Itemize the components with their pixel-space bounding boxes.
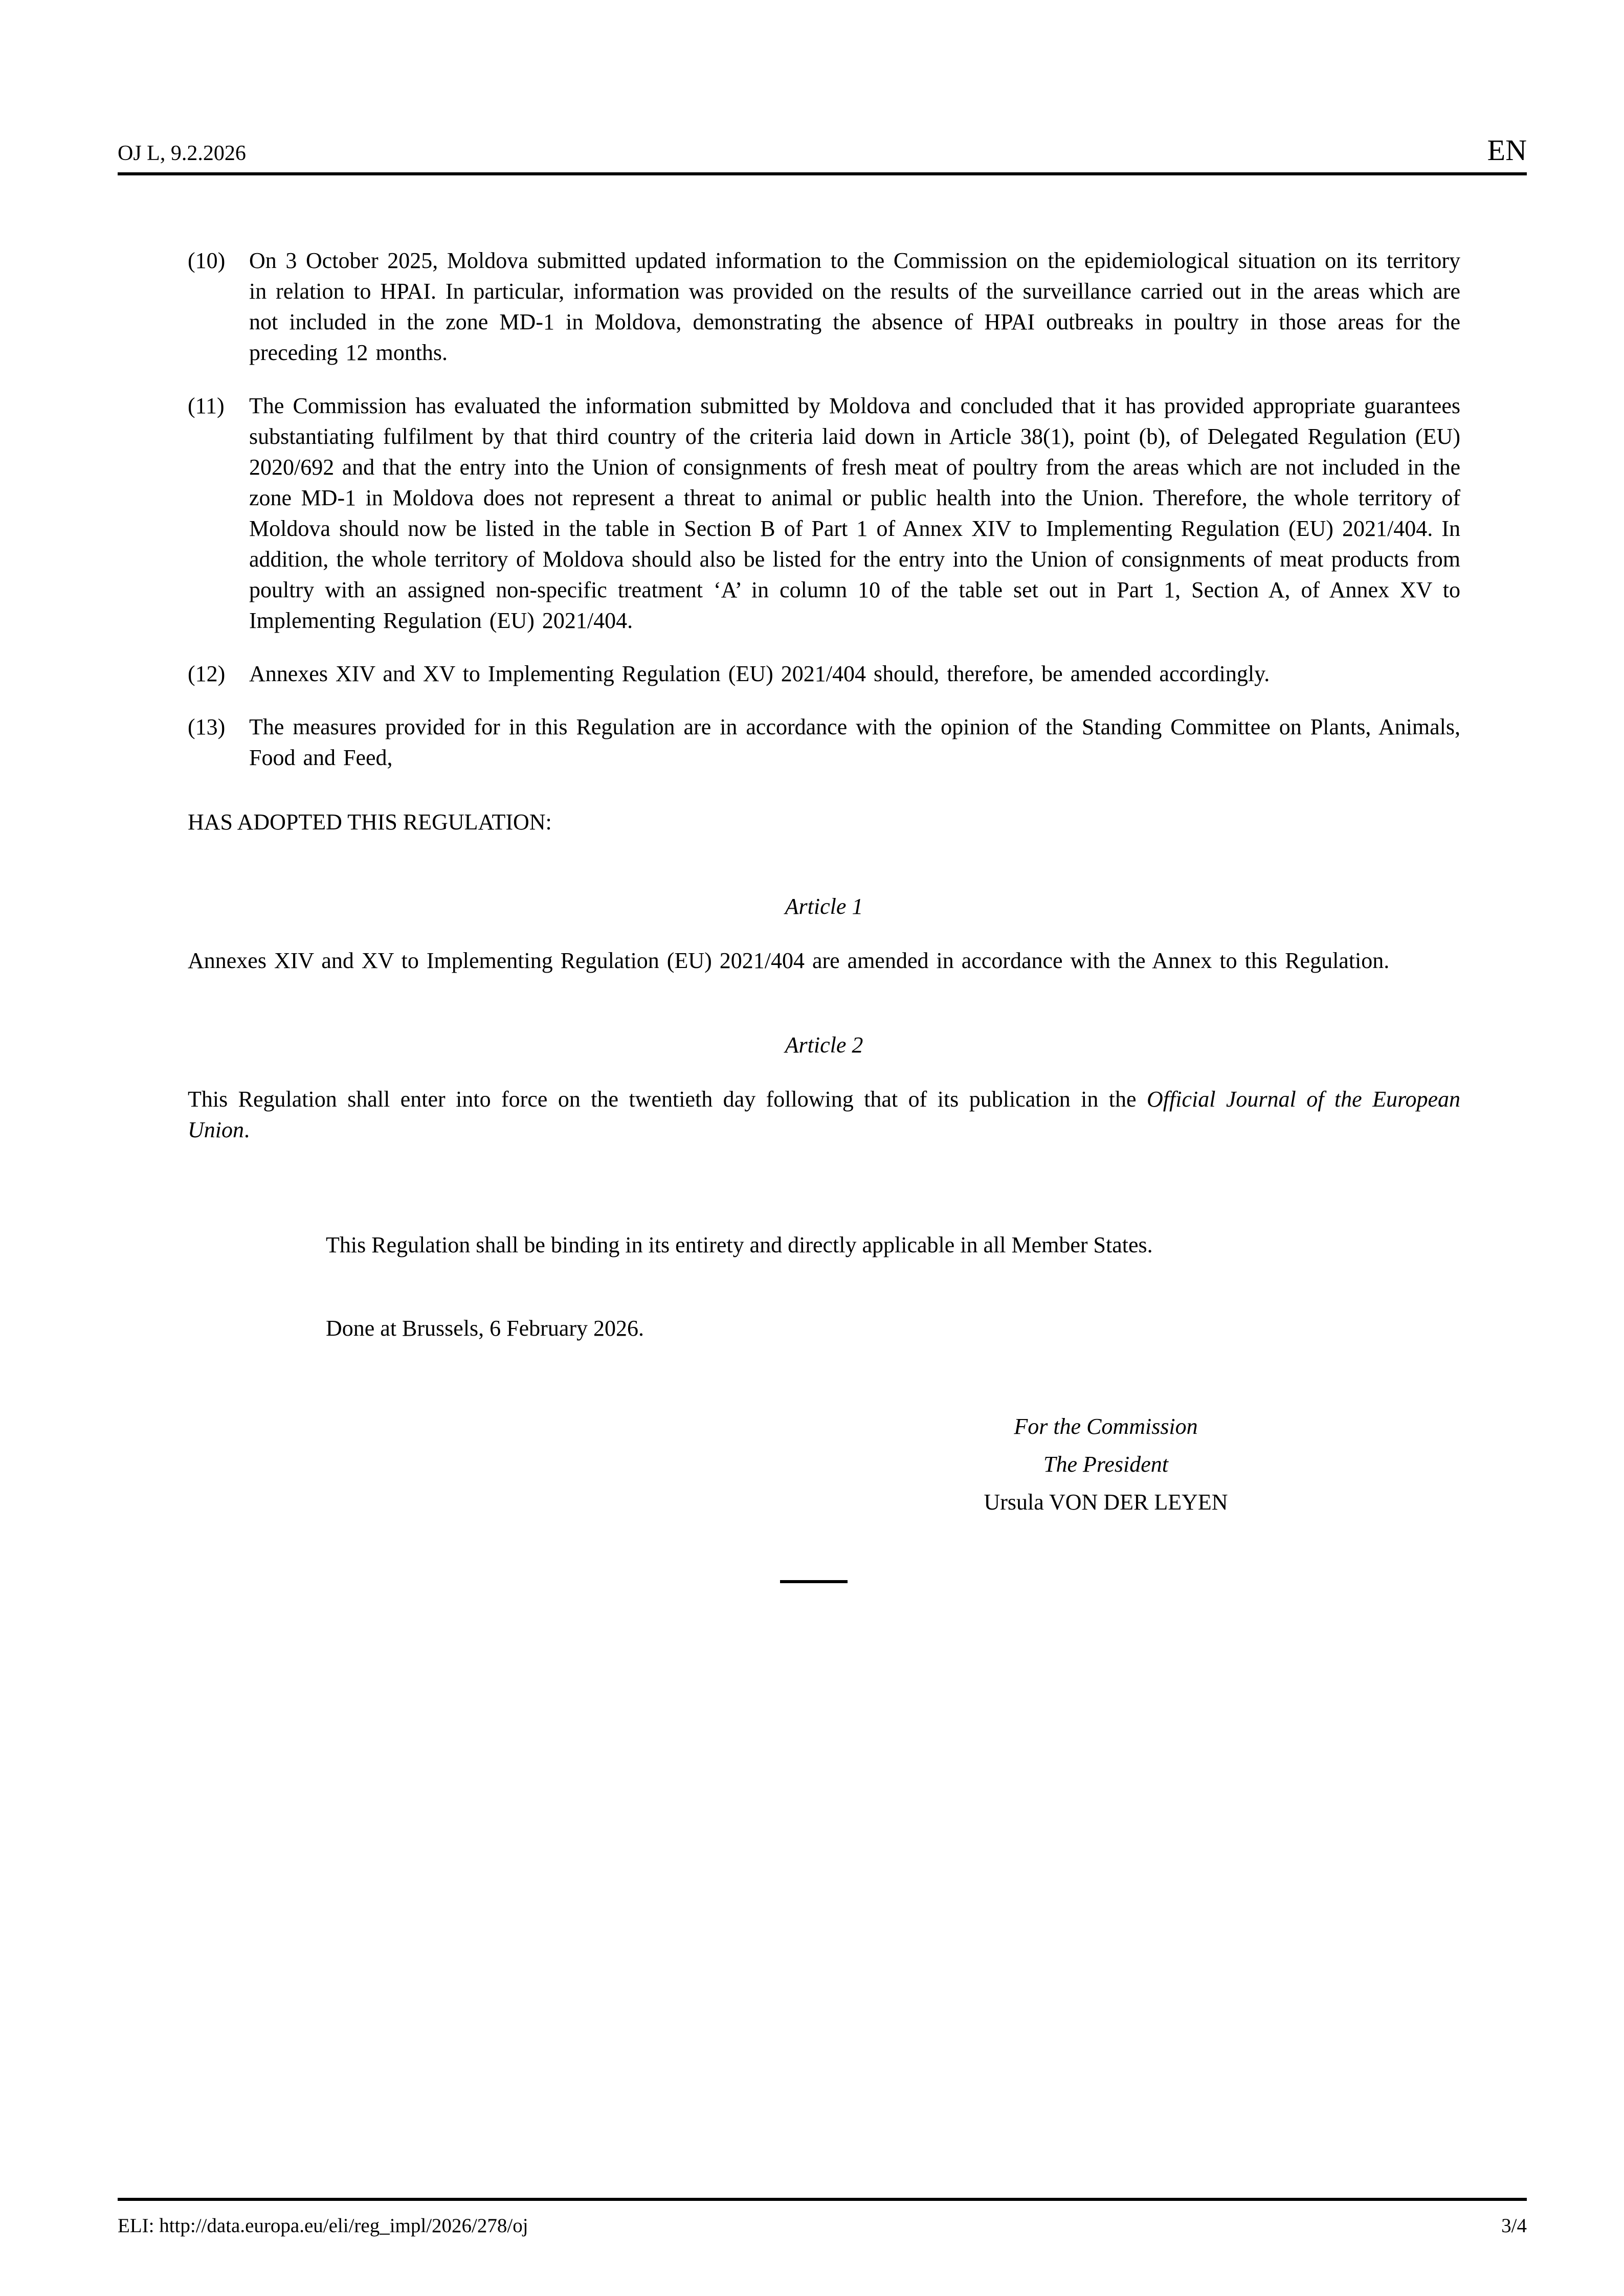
article-2-body: [188, 1084, 1460, 1145]
recital-text: The Commission has evaluated the information submitted by Moldova and concluded that it has provided appropriate guarantees substantiating fulfilment by that third country of the criteria laid down in Article 38(1), point (b), of Delegated Regulation (EU) 2020/692 and that the entry into the Union of consignments of fresh meat of poultry from the areas which are not included in the zone MD-1 in Moldova does not represent a threat to animal or public health into the Union. Therefore, the whole territory of Moldova should now be listed in the table in Section B of Part 1 of Annex XIV to Implementing Regulation (EU) 2021/404. In addition, the whole territory of Moldova should also be listed for the entry into the Union of consignments of meat products from poultry with an assigned non-specific treatment ‘A’ in column 10 of the table set out in Part 1, Section A, of Annex XV to Implementing Regulation (EU) 2021/404.: [249, 393, 1460, 633]
signatory-name: Ursula VON DER LEYEN: [984, 1490, 1228, 1515]
article-2-body-start: This Regulation shall enter into force on the twentieth day following that of its publication in the: [188, 1087, 1147, 1112]
recital-number: (10): [188, 248, 226, 273]
article-1-heading: Article 1: [785, 894, 863, 919]
page-footer: [118, 2198, 1527, 2237]
signature-block: [773, 1408, 1438, 1521]
official-journal-title: Official Journal of the European Union: [188, 1087, 1460, 1142]
language-code: EN: [1487, 133, 1527, 167]
signature-role: The President: [1043, 1452, 1168, 1477]
adoption-formula: HAS ADOPTED THIS REGULATION:: [188, 809, 552, 835]
recital: [188, 245, 1460, 368]
page-number: 3/4: [1501, 2215, 1527, 2237]
document-content: [188, 245, 1460, 1583]
recital-number: (13): [188, 714, 226, 739]
recital: [188, 659, 1460, 689]
separator-line: [780, 1580, 848, 1583]
recital: [188, 712, 1460, 773]
recital-number: (11): [188, 393, 225, 418]
eli-link[interactable]: ELI: http://data.europa.eu/eli/reg_impl/2026/278/oj: [118, 2215, 528, 2237]
journal-reference: OJ L, 9.2.2026: [118, 142, 246, 165]
recital-number: (12): [188, 661, 226, 686]
place-and-date: Done at Brussels, 6 February 2026.: [326, 1316, 644, 1341]
page-header: [118, 133, 1527, 175]
article-2-heading: Article 2: [785, 1032, 863, 1057]
recital-text: Annexes XIV and XV to Implementing Regulation (EU) 2021/404 should, therefore, be amended accordingly.: [249, 661, 1270, 686]
recital: [188, 391, 1460, 636]
binding-clause: This Regulation shall be binding in its entirety and directly applicable in all Member States.: [326, 1232, 1153, 1257]
signature-institution: For the Commission: [1014, 1414, 1198, 1439]
recital-text: The measures provided for in this Regulation are in accordance with the opinion of the Standing Committee on Plants, Animals, Food and Feed,: [249, 714, 1460, 770]
article-2-body-end: .: [244, 1117, 250, 1142]
recital-text: On 3 October 2025, Moldova submitted updated information to the Commission on the epidemiological situation on its territory in relation to HPAI. In particular, information was provided on the results of the surveillance carried out in the areas which are not included in the zone MD-1 in Moldova, demonstrating the absence of HPAI outbreaks in poultry in those areas for the preceding 12 months.: [249, 248, 1460, 365]
article-1-body: Annexes XIV and XV to Implementing Regulation (EU) 2021/404 are amended in accordance with the Annex to this Regulation.: [188, 948, 1390, 973]
